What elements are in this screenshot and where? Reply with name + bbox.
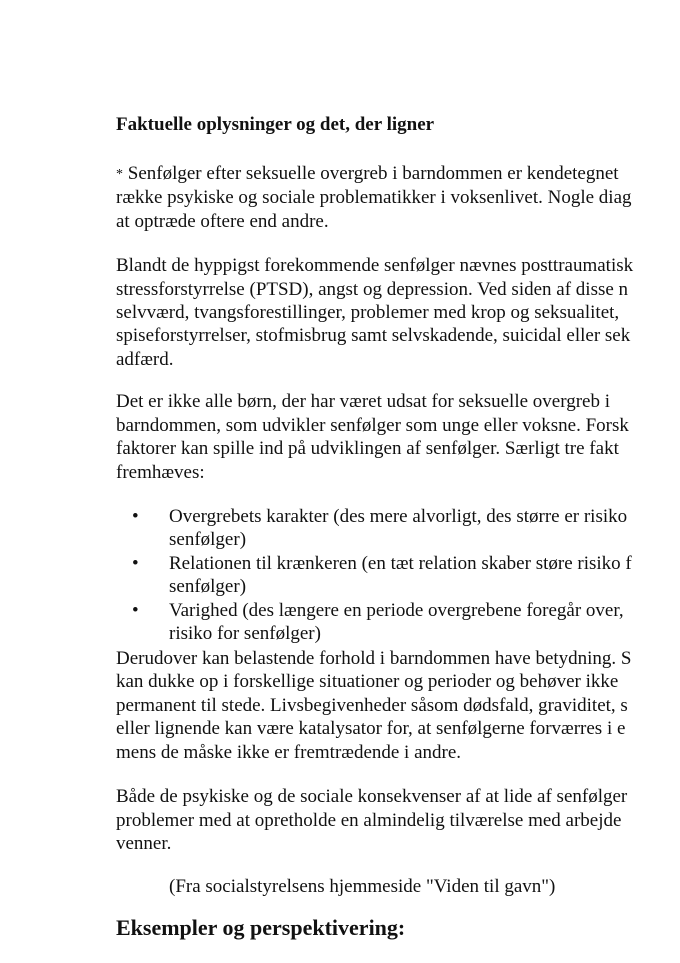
paragraph-line: venner. xyxy=(116,833,172,854)
paragraph-line: * Senfølger efter seksuelle overgreb i barndommen er kendetegnet xyxy=(116,163,619,184)
bullet-icon: • xyxy=(132,506,139,527)
paragraph-line: faktorer kan spille ind på udviklingen af senfølger. Særligt tre fakt xyxy=(116,438,619,459)
paragraph-line: stressforstyrrelse (PTSD), angst og depression. Ved siden af disse n xyxy=(116,279,629,300)
bullet-continuation: senfølger) xyxy=(169,576,247,597)
section-heading-2: Eksempler og perspektivering: xyxy=(116,915,406,940)
paragraph-line: række psykiske og sociale problematikker i voksenlivet. Nogle diag xyxy=(116,187,632,208)
paragraph-line: problemer med at opretholde en almindelig tilværelse med arbejde xyxy=(116,810,622,831)
paragraph-line: Derudover kan belastende forhold i barndommen have betydning. S xyxy=(116,648,632,669)
asterisk-marker: * xyxy=(116,167,123,182)
section-heading: Faktuelle oplysninger og det, der ligner xyxy=(116,114,435,135)
paragraph-line: eller lignende kan være katalysator for, at senfølgerne forværres i e xyxy=(116,718,626,739)
paragraph-line: selvværd, tvangsforestillinger, problemer med krop og seksualitet, xyxy=(116,302,620,323)
paragraph-line: mens de måske ikke er fremtrædende i andre. xyxy=(116,742,462,763)
bullet-continuation: senfølger) xyxy=(169,529,247,550)
bullet-icon: • xyxy=(132,553,139,574)
paragraph-line: at optræde oftere end andre. xyxy=(116,211,329,232)
bullet-icon: • xyxy=(132,600,139,621)
source-citation: (Fra socialstyrelsens hjemmeside "Viden til gavn") xyxy=(169,876,556,897)
paragraph-line: Blandt de hyppigst forekommende senfølger nævnes posttraumatisk xyxy=(116,255,634,276)
paragraph-line: spiseforstyrrelser, stofmisbrug samt selvskadende, suicidal eller sek xyxy=(116,325,631,346)
paragraph-line: Både de psykiske og de sociale konsekvenser af at lide af senfølger xyxy=(116,786,628,807)
paragraph-line: permanent til stede. Livsbegivenheder såsom dødsfald, graviditet, s xyxy=(116,695,628,716)
paragraph-line: Det er ikke alle børn, der har været udsat for seksuelle overgreb i xyxy=(116,391,610,412)
bullet-continuation: risiko for senfølger) xyxy=(169,623,321,644)
paragraph-line: adfærd. xyxy=(116,349,174,370)
paragraph-line: barndommen, som udvikler senfølger som unge eller voksne. Forsk xyxy=(116,415,629,436)
paragraph-line: fremhæves: xyxy=(116,462,205,483)
paragraph-line: kan dukke op i forskellige situationer og perioder og behøver ikke xyxy=(116,671,619,692)
